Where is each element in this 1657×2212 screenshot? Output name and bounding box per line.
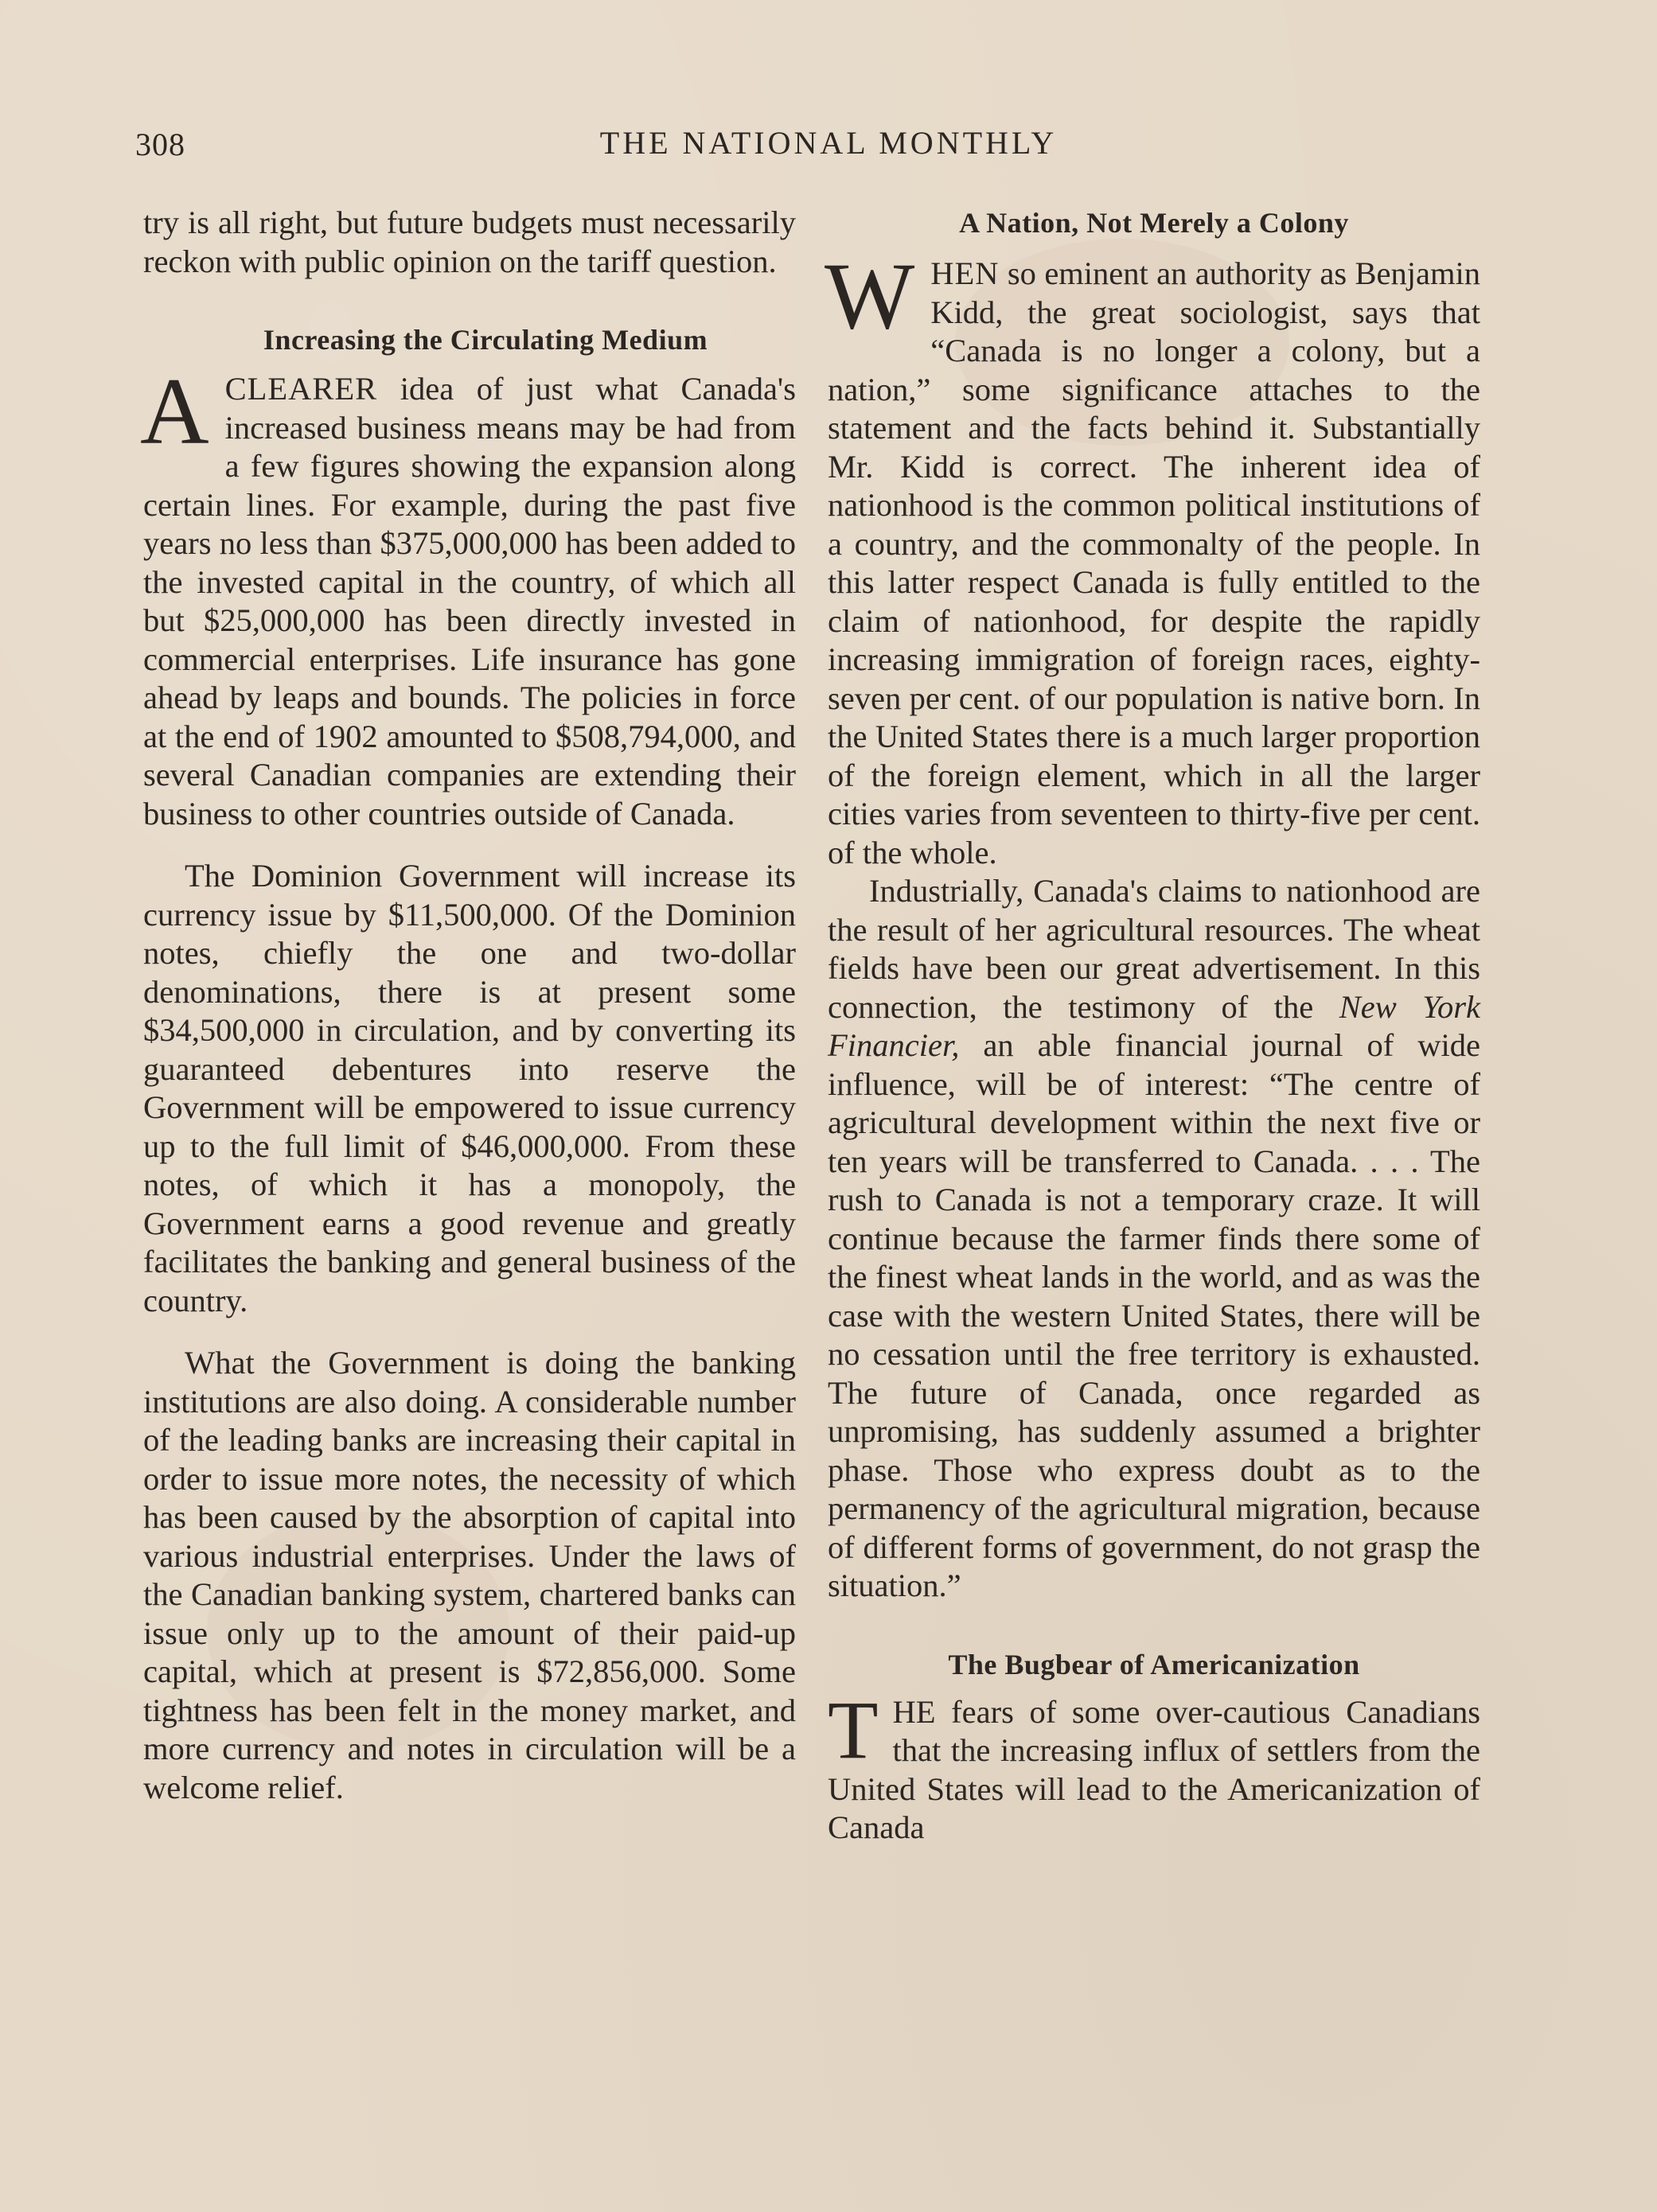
left-column — [140, 204, 796, 1807]
drop-cap: T — [828, 1684, 879, 1776]
paragraph-nation-2 — [828, 872, 1480, 1606]
paragraph-nation-1 — [825, 243, 1480, 872]
page-number: 308 — [135, 127, 185, 162]
paragraph-text: fears of some over-cautious Canadians that the increasing influx of settlers from the United States will lead to the Americanization of Canada — [828, 1693, 1480, 1845]
paragraph-circulating-2: The Dominion Government will increase its currency issue by $11,500,000. Of the Dominion notes, chiefly the one and two-dollar denominations, there is at present some $34,500,000 in circulation, and by converting its guaranteed debentures into reserve the Government will be empowered to issue currency up to the full limit of $46,000,000. From these notes, of which it has a monopoly, the Government earns a good revenue and greatly facilitates the banking and general business of the country. — [143, 858, 796, 1318]
paragraph-text: idea of just what Canada's increased business means may be had from a few figures showing the expansion along certain lines. For example, during the past five years no less than $375,000,000 has been added to the invested capital in the country, of which all but $25,000,000 has been directly invested in commercial enterprises. Life insurance has gone ahead by leaps and bounds. The policies in force at the end of 1902 amounted to $508,794,000, and several Canadian companies are extending their business to other countries outside of Canada. — [143, 371, 796, 831]
continuation-paragraph: try is all right, but future budgets must necessarily reckon with public opinion on the tariff question. — [143, 204, 796, 279]
paragraph-americanization-1 — [828, 1684, 1480, 1848]
running-head: THE NATIONAL MONTHLY — [599, 125, 1058, 161]
drop-cap: A — [140, 358, 209, 464]
lead-caps: CLEARER — [224, 371, 378, 407]
paragraph-circulating-3: What the Government is doing the banking institutions are also doing. A considerable number of the leading banks are increasing their capital in order to issue more notes, the necessity of which has been caused by the absorption of capital into various industrial enterprises. Under the laws of the Canadian banking system, chartered banks can issue only up to the amount of their paid-up capital, which at present is $72,856,000. Some tightness has been felt in the money market, and more currency and notes in circulation will be a welcome relief. — [143, 1345, 796, 1805]
publication-title: New York Financier, — [828, 988, 1481, 1063]
section-heading-circulating-medium: Increasing the Circulating Medium — [263, 324, 708, 356]
lead-caps: HE — [892, 1693, 936, 1730]
lead-caps: HEN — [930, 255, 1000, 291]
paragraph-circulating-1 — [140, 358, 796, 833]
drop-cap: W — [825, 243, 915, 349]
section-heading-americanization: The Bugbear of Americanization — [948, 1648, 1360, 1680]
paragraph-text: so eminent an authority as Benjamin Kidd, the great sociologist, says that “Canada is no longer a colony, but a nation,” some significance attaches to the statement and the facts behind it. Substantially Mr. Kidd is correct. The inherent idea of nationhood is the common political institutions of a country, and the commonalty of the people. In this latter respect Canada is fully entitled to the claim of nationhood, for despite the rapidly increasing immigration of foreign races, eighty-seven per cent. of our population is native born. In the United States there is a much larger proportion of the foreign element, which in all the larger cities varies from seventeen to thirty-five per cent. of the whole. — [828, 255, 1480, 870]
paragraph-text: an able financial journal of wide influence, will be of interest: “The centre of agricultural development within the next five or ten years will be transferred to Canada. . . . The rush to Canada is not a temporary craze. It will continue because the farmer finds there some of the finest wheat lands in the world, and as was the case with the western United States, there will be no cessation until the free territory is exhausted. The future of Canada, once regarded as unpromising, has suddenly assumed a brighter phase. Those who express doubt as to the permanency of the agricultural migration, because of different forms of government, do not grasp the situation.” — [828, 1027, 1480, 1603]
right-column — [825, 204, 1481, 1848]
paragraph-text: Industrially, Canada's claims to nationhood are the result of her agricultural resources. The wheat fields have been our great advertisement. In this connection, the testimony of the — [828, 873, 1480, 1025]
section-heading-nation: A Nation, Not Merely a Colony — [959, 207, 1349, 239]
